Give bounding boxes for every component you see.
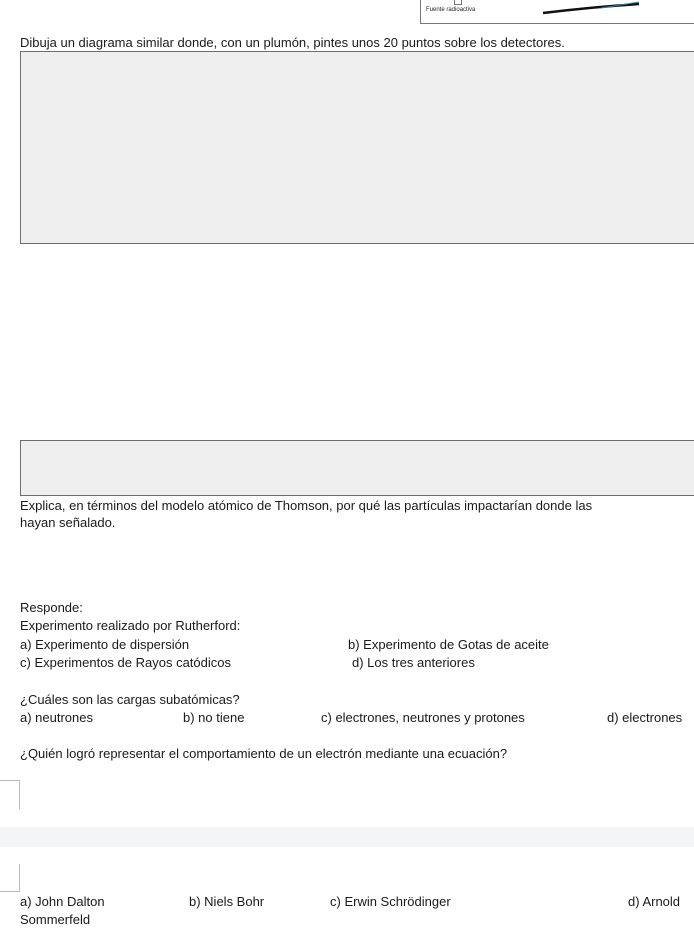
rutherford-figure-fragment: [420, 0, 694, 24]
q1-question: Experimento realizado por Rutherford:: [20, 618, 241, 633]
q2-option-d[interactable]: d) electrones: [607, 710, 683, 725]
responde-label: Responde:: [20, 600, 83, 615]
q1-option-c[interactable]: c) Experimentos de Rayos catódicos: [20, 655, 231, 670]
q3-question: ¿Quién logró representar el comportamiento de un electrón mediante una ecuación?: [20, 746, 508, 761]
q2-option-c[interactable]: c) electrones, neutrones y protones: [321, 710, 525, 725]
drawing-area[interactable]: [20, 51, 694, 244]
explain-line-1: Explica, en términos del modelo atómico de Thomson, por qué las partículas impactarían donde las: [20, 498, 593, 513]
answer-area[interactable]: [20, 440, 694, 496]
figure-caption: Fuente radioactiva: [426, 7, 476, 13]
detector-arc-icon: [541, 0, 641, 15]
q3-option-d-continued: Sommerfeld: [20, 912, 91, 927]
q2-option-a[interactable]: a) neutrones: [20, 710, 93, 725]
page-break-band: [0, 827, 694, 847]
q1-option-b[interactable]: b) Experimento de Gotas de aceite: [348, 637, 549, 652]
source-square-icon: [454, 0, 462, 5]
q3-option-c[interactable]: c) Erwin Schrödinger: [330, 894, 451, 909]
q1-option-d[interactable]: d) Los tres anteriores: [352, 655, 475, 670]
explain-line-2: hayan señalado.: [20, 515, 116, 530]
page-margin-mark-top: [0, 780, 20, 809]
q1-option-a[interactable]: a) Experimento de dispersión: [20, 637, 190, 652]
q3-option-a[interactable]: a) John Dalton: [20, 894, 105, 909]
q2-option-b[interactable]: b) no tiene: [183, 710, 245, 725]
q3-option-d[interactable]: d) Arnold: [628, 894, 681, 909]
q2-question: ¿Cuáles son las cargas subatómicas?: [20, 692, 240, 707]
page-margin-mark-bottom: [0, 864, 20, 892]
q3-option-b[interactable]: b) Niels Bohr: [189, 894, 265, 909]
instruction-text: Dibuja un diagrama similar donde, con un plumón, pintes unos 20 puntos sobre los detectores.: [20, 35, 565, 50]
